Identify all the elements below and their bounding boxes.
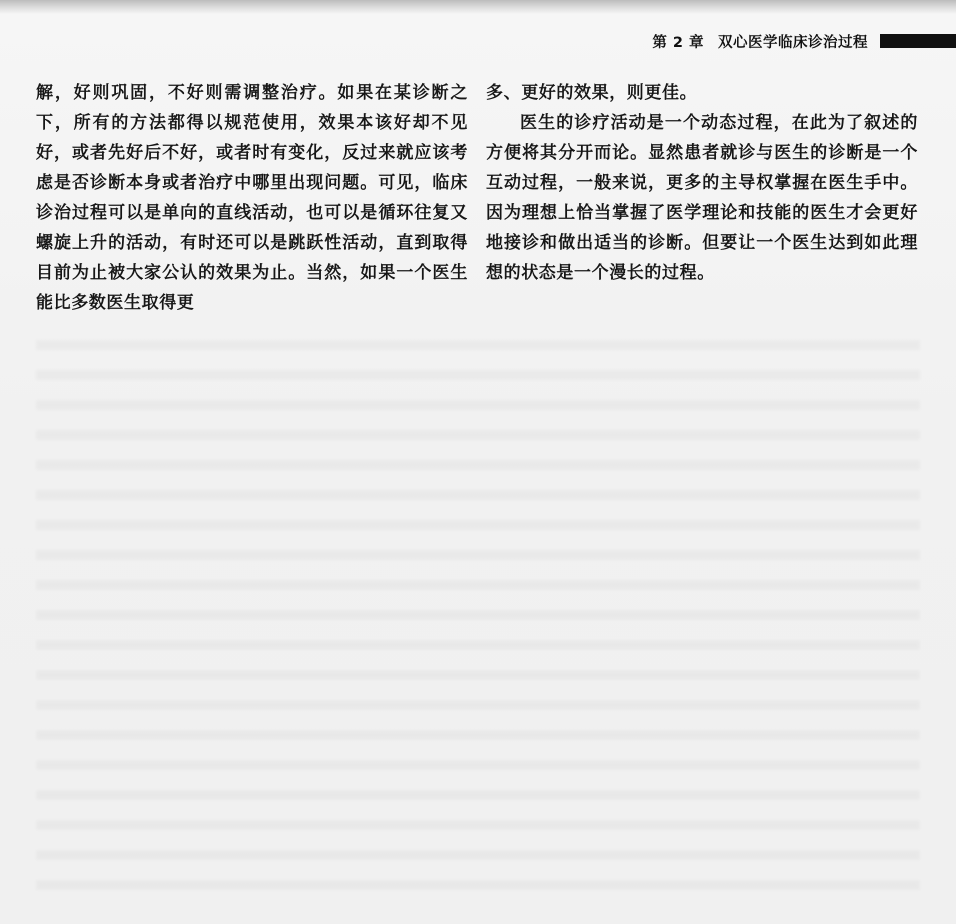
header-bar-decoration [880,34,956,48]
show-through-text [36,340,920,900]
running-header [652,30,956,52]
page-top-shadow [0,0,956,14]
chapter-number: 第 2 章 [652,34,704,51]
right-text-column [486,78,918,288]
left-paragraph: 解，好则巩固，不好则需调整治疗。如果在某诊断之下，所有的方法都得以规范使用，效果本该好却不见好，或者先好后不好，或者时有变化，反过来就应该考虑是否诊断本身或者治疗中哪里出现问题。可见，临床诊治过程可以是单向的直线活动，也可以是循环往复又螺旋上升的活动，有时还可以是跳跃性活动，直到取得目前为止被大家公认的效果为止。当然，如果一个医生能比多数医生取得更 [36,83,468,313]
right-paragraph: 医生的诊疗活动是一个动态过程，在此为了叙述的方便将其分开而论。显然患者就诊与医生的诊断是一个互动过程，一般来说，更多的主导权掌握在医生手中。因为理想上恰当掌握了医学理论和技能的医生才会更好地接诊和做出适当的诊断。但要让一个医生达到如此理想的状态是一个漫长的过程。 [486,113,918,283]
left-text-column [36,78,468,318]
chapter-title: 双心医学临床诊治过程 [718,34,868,51]
right-paragraph-continued: 多、更好的效果，则更佳。 [486,83,698,103]
